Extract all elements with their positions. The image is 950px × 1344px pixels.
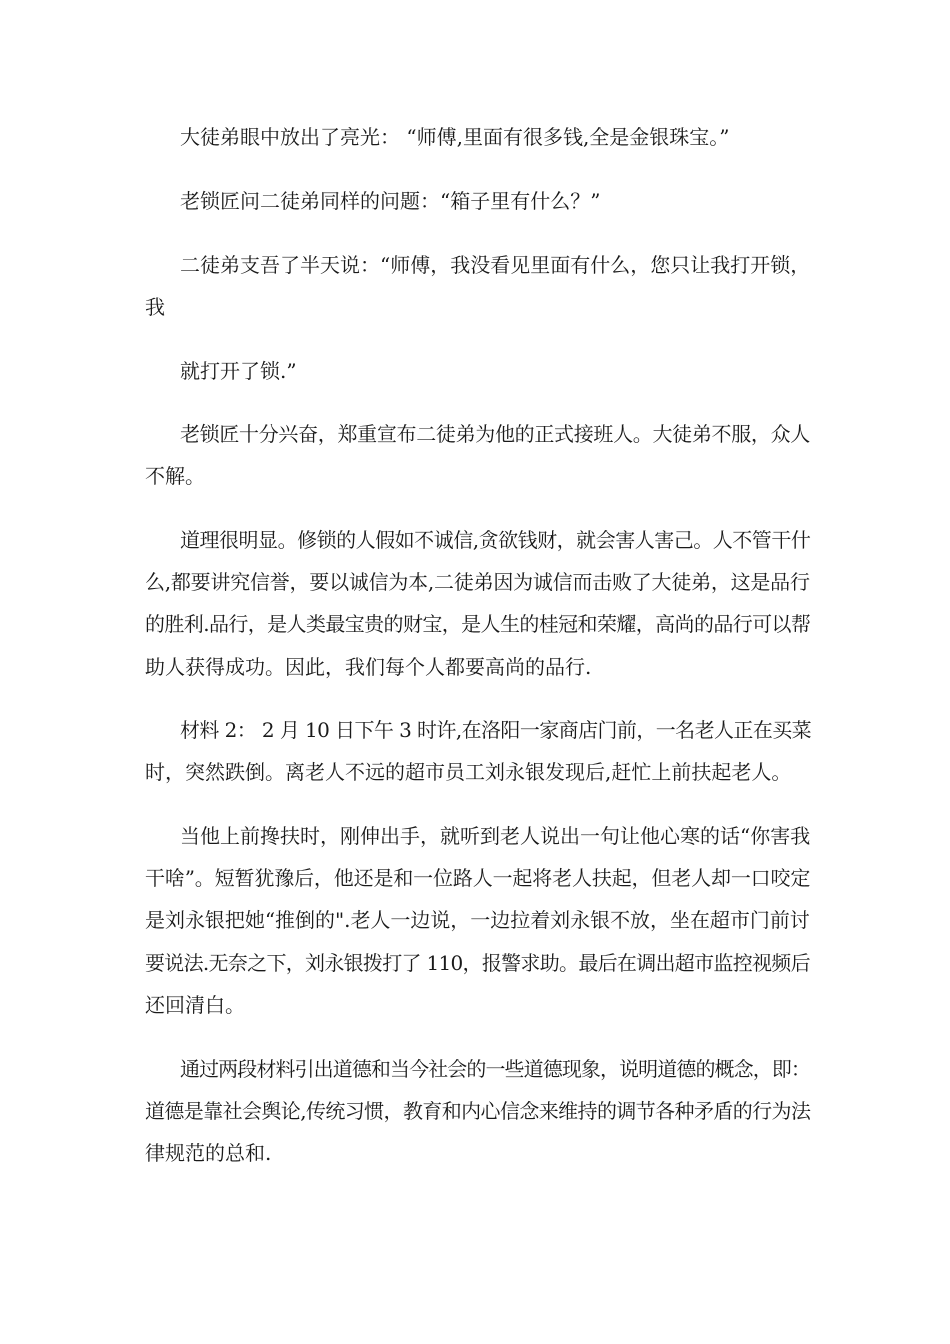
text-line: 干啥”。短暂犹豫后，他还是和一位路人一起将老人扶起，但老人却一口咬定 <box>145 866 811 890</box>
text-line: 不解。 <box>145 464 205 488</box>
text-line: 的胜利.品行，是人类最宝贵的财宝，是人生的桂冠和荣耀，高尚的品行可以帮 <box>145 612 811 636</box>
text-line: 还回清白。 <box>145 993 245 1017</box>
text-line: 通过两段材料引出道德和当今社会的一些道德现象，说明道德的概念，即： <box>180 1057 810 1081</box>
text-line: 么,都要讲究信誉，要以诚信为本,二徒弟因为诚信而击败了大徒弟，这是品行 <box>145 570 810 594</box>
text-line: 二徒弟支吾了半天说：“师傅，我没看见里面有什么，您只让我打开锁， <box>180 253 811 277</box>
text-line: 律规范的总和. <box>145 1141 272 1165</box>
text-line: 我 <box>145 295 165 319</box>
text-line: 时，突然跌倒。离老人不远的超市员工刘永银发现后,赶忙上前扶起老人。 <box>145 760 792 784</box>
text-line: 要说法.无奈之下，刘永银拨打了 110，报警求助。最后在调出超市监控视频后 <box>145 951 810 975</box>
text-line: 老锁匠十分兴奋，郑重宣布二徒弟为他的正式接班人。大徒弟不服，众人 <box>180 422 810 446</box>
text-line: 材料 2： 2 月 10 日下午 3 时许,在洛阳一家商店门前，一名老人正在买菜 <box>180 718 812 742</box>
text-line: 大徒弟眼中放出了亮光： “师傅,里面有很多钱,全是金银珠宝。” <box>180 125 730 149</box>
text-line: 道理很明显。修锁的人假如不诚信,贪欲钱财，就会害人害己。人不管干什 <box>180 528 811 552</box>
text-line: 是刘永银把她“推倒的".老人一边说，一边拉着刘永银不放，坐在超市门前讨 <box>145 908 810 932</box>
text-line: 助人获得成功。因此，我们每个人都要高尚的品行. <box>145 655 592 679</box>
text-line: 当他上前搀扶时，刚伸出手，就听到老人说出一句让他心寒的话“你害我 <box>180 824 811 848</box>
text-line: 老锁匠问二徒弟同样的问题：“箱子里有什么？” <box>180 189 601 213</box>
text-line: 道德是靠社会舆论,传统习惯，教育和内心信念来维持的调节各种矛盾的行为法 <box>145 1099 811 1123</box>
text-line: 就打开了锁.” <box>180 359 297 383</box>
